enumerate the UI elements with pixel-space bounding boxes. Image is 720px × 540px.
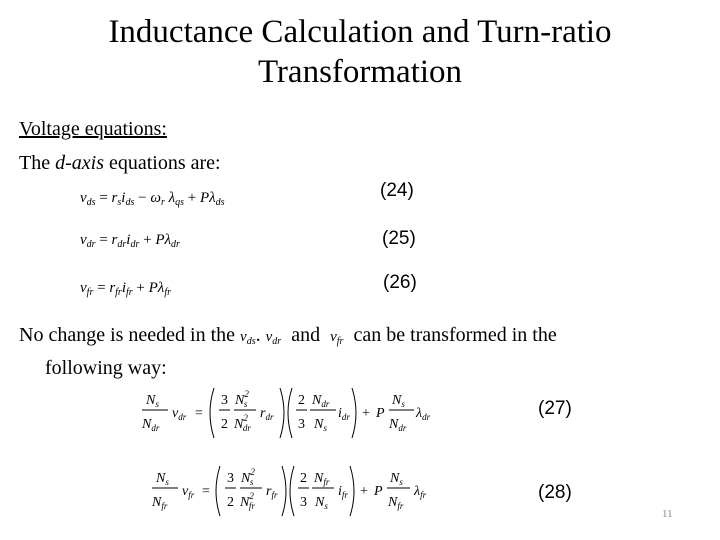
- svg-text:Ns: $N_s$: [315, 495, 328, 511]
- svg-text:P: P: [374, 484, 383, 499]
- section-heading: Voltage equations:: [19, 118, 167, 140]
- svg-text:N2fr: $N^2$ fr: [240, 491, 255, 511]
- svg-text:N2dr: $N^2$ dr: [234, 413, 251, 433]
- symbol-vds: $v_{ds}$: [240, 329, 256, 347]
- equation-25: $v_{dr} = r_{dr}i_{dr} + P\lambda_{dr}$: [80, 232, 180, 250]
- equation-27: [140, 382, 440, 444]
- svg-text:=: =: [202, 484, 210, 499]
- svg-text:Ns: $N_s$: [156, 471, 169, 487]
- svg-text:λdr: $\lambda_{dr}$: [416, 406, 431, 422]
- svg-text:2: 2: [227, 495, 234, 510]
- equation-28: [150, 460, 440, 522]
- svg-text:2: 2: [300, 471, 307, 486]
- svg-text:Nfr: $N_{fr}$: [152, 495, 168, 511]
- equation-28-number: (28): [538, 482, 572, 503]
- paragraph-and: and: [291, 324, 321, 346]
- svg-text:N2s: $N^2$ s: [241, 467, 255, 487]
- symbol-vfr: $v_{fr}$: [330, 329, 344, 347]
- svg-text:ifr: $i_{fr}$: [338, 484, 348, 500]
- title-line-1: Inductance Calculation and Turn-ratio: [108, 14, 612, 50]
- slide-title: [0, 12, 720, 92]
- svg-text:+: +: [362, 406, 370, 421]
- svg-text:2: 2: [298, 393, 305, 408]
- svg-text:3: 3: [221, 393, 228, 408]
- svg-text:Ns: $N_s$: [390, 471, 403, 487]
- svg-text:Ndr: $N_{dr}$: [389, 417, 407, 433]
- paragraph: [19, 322, 709, 382]
- svg-text:3: 3: [227, 471, 234, 486]
- svg-text:3: 3: [300, 495, 307, 510]
- slide-number: 11: [662, 508, 673, 520]
- svg-text:Nfr: $N_{fr}$: [388, 495, 404, 511]
- svg-text:2: 2: [221, 417, 228, 432]
- equation-26: $v_{fr} = r_{fr}i_{fr} + P\lambda_{fr}$: [80, 280, 171, 298]
- title-line-2: Transformation: [257, 54, 463, 90]
- paragraph-part-1: No change is needed in the: [19, 324, 236, 346]
- svg-text:Ns: $N_s$: [392, 393, 405, 409]
- paragraph-sep: .: [255, 324, 261, 346]
- svg-text:Ndr: $N_{dr}$: [142, 417, 160, 433]
- svg-text:idr: $i_{dr}$: [338, 406, 350, 422]
- svg-text:N2s: $N^2$ s: [235, 389, 249, 409]
- paragraph-part-2: can be transformed in the: [353, 324, 557, 346]
- svg-text:Nfr: $N_{fr}$: [314, 471, 330, 487]
- svg-text:rfr: $r_{fr}$: [266, 484, 278, 500]
- svg-text:+: +: [360, 484, 368, 499]
- intro-axis: d-axis: [55, 152, 104, 174]
- svg-text:Ndr: $N_{dr}$: [312, 393, 330, 409]
- svg-text:rdr: $r_{dr}$: [260, 406, 274, 422]
- equation-26-number: (26): [383, 272, 417, 293]
- paragraph-line-2: following way:: [45, 357, 167, 379]
- intro-prefix: The: [19, 152, 56, 174]
- intro-suffix: equations are:: [103, 152, 221, 174]
- paragraph-line-1: [19, 322, 709, 355]
- svg-text:=: =: [195, 406, 203, 421]
- equation-24: $v_{ds} = r_si_{ds} - \omega_r$ $\lambda_{qs} + P\lambda_{ds}$: [80, 190, 225, 208]
- svg-text:Ns: $N_s$: [314, 417, 327, 433]
- svg-text:vdr: $v_{dr}$: [172, 406, 187, 422]
- svg-text:λfr: $\lambda_{fr}$: [414, 484, 427, 500]
- svg-text:Ns: $N_s$: [146, 393, 159, 409]
- equation-25-number: (25): [382, 228, 416, 249]
- equation-27-number: (27): [538, 398, 572, 419]
- equation-24-number: (24): [380, 180, 414, 201]
- svg-text:P: P: [376, 406, 385, 421]
- svg-text:vfr: $v_{fr}$: [182, 484, 195, 500]
- symbol-vdr: $v_{dr}$: [265, 329, 282, 347]
- svg-text:3: 3: [298, 417, 305, 432]
- intro-text: [19, 152, 221, 175]
